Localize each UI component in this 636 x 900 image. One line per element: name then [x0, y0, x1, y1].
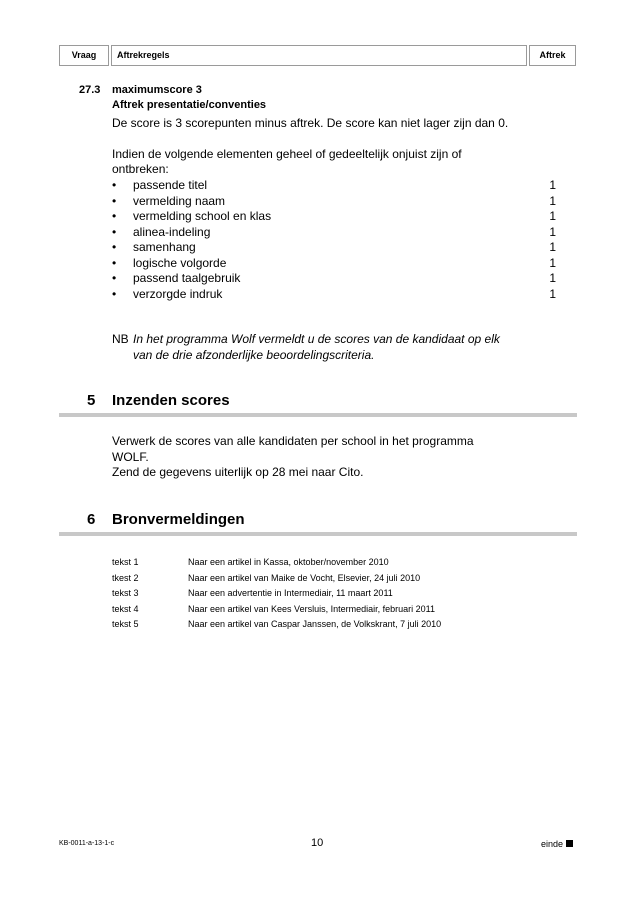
nb-line-1: In het programma Wolf vermeldt u de scores van de kandidaat op elk: [133, 332, 500, 346]
deduction-points: 1: [549, 255, 556, 270]
nb-label: NB: [112, 332, 129, 346]
deduction-points: 1: [549, 178, 556, 192]
question-heading: Aftrek presentatie/conventies: [112, 99, 267, 111]
footer-end: [541, 839, 573, 849]
deduction-item: [112, 240, 556, 255]
deduction-item: [112, 271, 556, 286]
source-text: Naar een artikel in Kassa, oktober/november 2010: [188, 557, 389, 567]
header-vraag: Vraag: [59, 45, 109, 66]
section-6-number: 6: [87, 511, 96, 528]
header-aftrek: Aftrek: [529, 45, 576, 66]
footer-code: KB-0011-a-13-1-c: [59, 840, 115, 847]
deduction-item: [112, 178, 556, 193]
deduction-label: verzorgde indruk: [133, 286, 223, 301]
source-label: tekst 3: [112, 588, 139, 598]
deduction-label: alinea-indeling: [133, 224, 211, 239]
deduction-item: [112, 194, 556, 209]
section-6-rule: [59, 532, 577, 536]
deduction-points: 1: [549, 240, 556, 254]
deduction-label: passend taalgebruik: [133, 271, 241, 285]
deduction-points: 1: [549, 209, 556, 223]
bullet-icon: •: [112, 193, 117, 208]
source-label: tkest 2: [112, 572, 139, 583]
deduction-points: 1: [549, 286, 556, 301]
bullet-icon: •: [112, 178, 117, 192]
footer-end-label: einde: [541, 839, 564, 849]
deduction-label: vermelding naam: [133, 193, 226, 208]
source-text: Naar een artikel van Maike de Vocht, Elsevier, 24 juli 2010: [188, 572, 421, 583]
bullet-icon: •: [112, 255, 117, 270]
bullet-icon: •: [112, 240, 117, 254]
deduction-label: logische volgorde: [133, 255, 227, 270]
source-text: Naar een advertentie in Intermediair, 11 maart 2011: [188, 588, 393, 598]
source-text: Naar een artikel van Caspar Janssen, de Volkskrant, 7 juli 2010: [188, 619, 442, 629]
deduction-points: 1: [549, 271, 556, 285]
source-label: tekst 1: [112, 557, 139, 567]
intro-line-2: ontbreken:: [112, 162, 169, 176]
section-5-line-3: Zend de gegevens uiterlijk op 28 mei naar Cito.: [112, 465, 364, 479]
deduction-points: 1: [549, 193, 556, 208]
source-label: tekst 4: [112, 603, 139, 614]
nb-line-2: van de drie afzonderlijke beoordelingscriteria.: [133, 347, 375, 362]
intro-line-1: Indien de volgende elementen geheel of gedeeltelijk onjuist zijn of: [112, 147, 462, 161]
end-square-icon: [566, 840, 573, 847]
source-text: Naar een artikel van Kees Versluis, Intermediair, februari 2011: [188, 603, 435, 614]
deduction-item: [112, 256, 556, 271]
deduction-item: [112, 225, 556, 240]
score-rule: De score is 3 scorepunten minus aftrek. De score kan niet lager zijn dan 0.: [112, 116, 509, 130]
deduction-label: passende titel: [133, 178, 208, 192]
bullet-icon: •: [112, 286, 117, 301]
bullet-icon: •: [112, 224, 117, 239]
question-number: 27.3: [79, 84, 101, 96]
deduction-label: samenhang: [133, 240, 196, 254]
bullet-icon: •: [112, 209, 117, 223]
section-5-title: Inzenden scores: [112, 392, 230, 409]
section-5-number: 5: [87, 392, 96, 409]
source-label: tekst 5: [112, 619, 139, 629]
deduction-label: vermelding school en klas: [133, 209, 272, 223]
header-aftrekregels: Aftrekregels: [111, 45, 527, 66]
section-5-line-1: Verwerk de scores van alle kandidaten per school in het programma: [112, 434, 474, 448]
section-5-rule: [59, 413, 577, 417]
deduction-points: 1: [549, 224, 556, 239]
maximumscore: maximumscore 3: [112, 84, 202, 96]
section-5-line-2: WOLF.: [112, 450, 149, 464]
bullet-icon: •: [112, 271, 117, 285]
section-6-title: Bronvermeldingen: [112, 511, 245, 528]
page-number: 10: [311, 837, 324, 849]
deduction-item: [112, 209, 556, 224]
deduction-item: [112, 287, 556, 302]
nb-text: [133, 332, 553, 363]
